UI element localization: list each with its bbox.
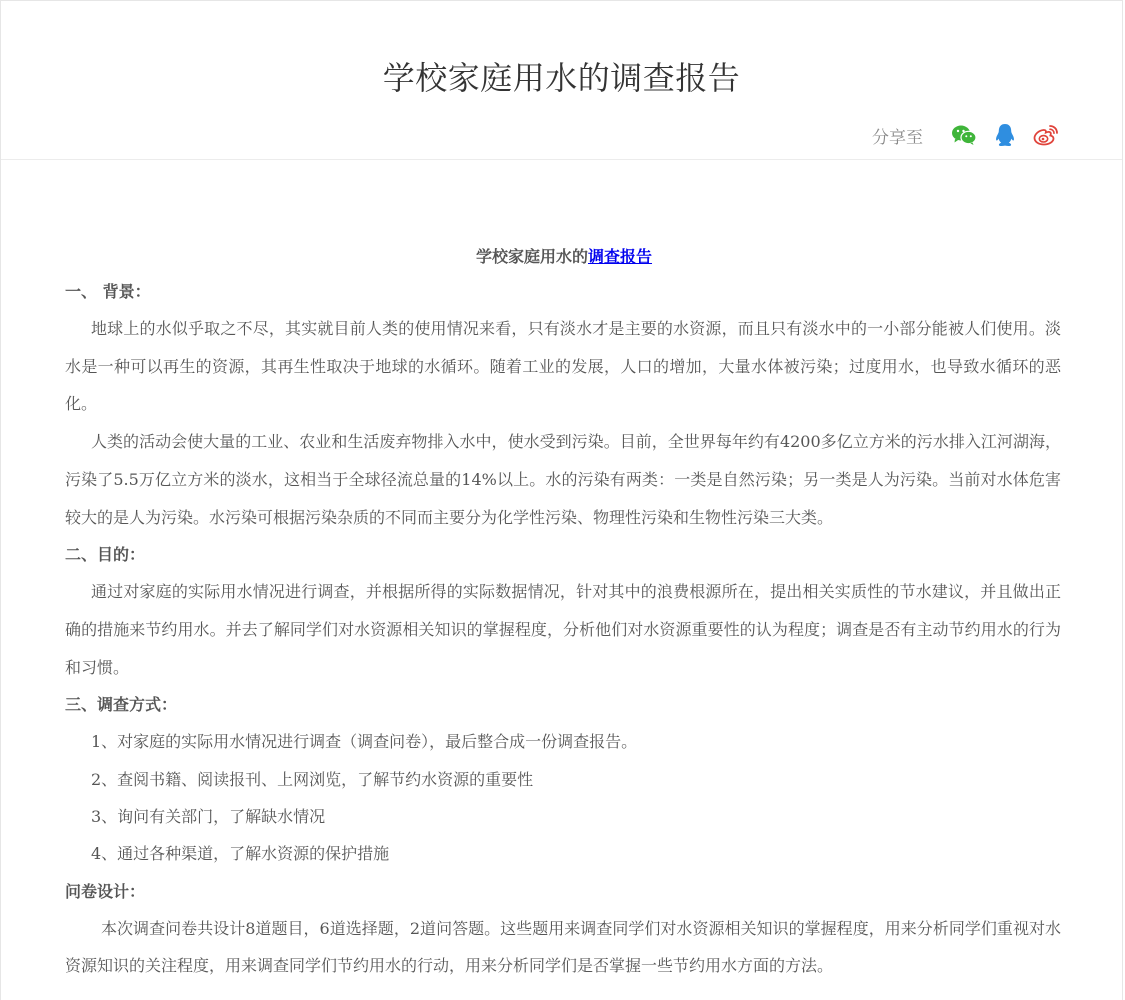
page-title: 学校家庭用水的调查报告 <box>382 59 741 97</box>
method-heading: 三、调查方式： <box>65 695 178 715</box>
qq-icon[interactable] <box>991 121 1019 149</box>
background-paragraph-1: 地球上的水似乎取之不尽，其实就目前人类的使用情况来看，只有淡水才是主要的水资源，而且只有淡水中的一小部分能被人们使用。淡水是一种可以再生的资源，其再生性取决于地球的水循环。随着工业的发展，人口的增加，大量水体被污染；过度用水，也导致水循环的恶化。 <box>65 319 1061 414</box>
purpose-heading: 二、目的： <box>65 545 146 565</box>
list-item: 4、通过各种渠道，了解水资源的保护措施 <box>91 844 390 864</box>
doc-title <box>65 241 1061 273</box>
purpose-paragraph: 通过对家庭的实际用水情况进行调查，并根据所得的实际数据情况，针对其中的浪费根源所在，提出相关实质性的节水建议，并且做出正确的措施来节约用水。并去了解同学们对水资源相关知识的掌握程度，分析他们对水资源重要性的认为程度；调查是否有主动节约用水的行为和习惯。 <box>65 582 1061 677</box>
background-heading: 一、 背景： <box>65 282 151 301</box>
doc-title-link[interactable]: 调查报告 <box>588 247 653 266</box>
background-paragraph-2: 人类的活动会使大量的工业、农业和生活废弃物排入水中，使水受到污染。目前，全世界每年约有4200多亿立方米的污水排入江河湖海，污染了5.5万亿立方米的淡水，这相当于全球径流总量的14%以上。水的污染有两类：一类是自然污染；另一类是人为污染。当前对水体危害较大的是人为污染。水污染可根据污染杂质的不同而主要分为化学性污染、物理性污染和生物性污染三大类。 <box>65 432 1061 527</box>
article-header <box>1 1 1122 160</box>
weibo-icon[interactable] <box>1032 121 1060 149</box>
questionnaire-paragraph: 本次调查问卷共设计8道题目，6道选择题，2道问答题。这些题用来调查同学们对水资源相关知识的掌握程度，用来分析同学们重视对水资源知识的关注程度，用来调查同学们节约用水的行动，用来分析同学们是否掌握一些节约用水方面的方法。 <box>65 918 1061 976</box>
list-item: 2、查阅书籍、阅读报刊、上网浏览，了解节约水资源的重要性 <box>91 769 534 789</box>
questionnaire-heading: 问卷设计： <box>65 881 146 901</box>
share-bar <box>872 121 1060 149</box>
share-label: 分享至 <box>872 127 923 148</box>
list-item: 3、询问有关部门，了解缺水情况 <box>91 806 326 826</box>
doc-title-prefix: 学校家庭用水的 <box>475 247 588 266</box>
article-body <box>65 241 1061 985</box>
list-item: 1、对家庭的实际用水情况进行调查（调查问卷），最后整合成一份调查报告。 <box>91 732 638 752</box>
wechat-icon[interactable] <box>950 121 978 149</box>
